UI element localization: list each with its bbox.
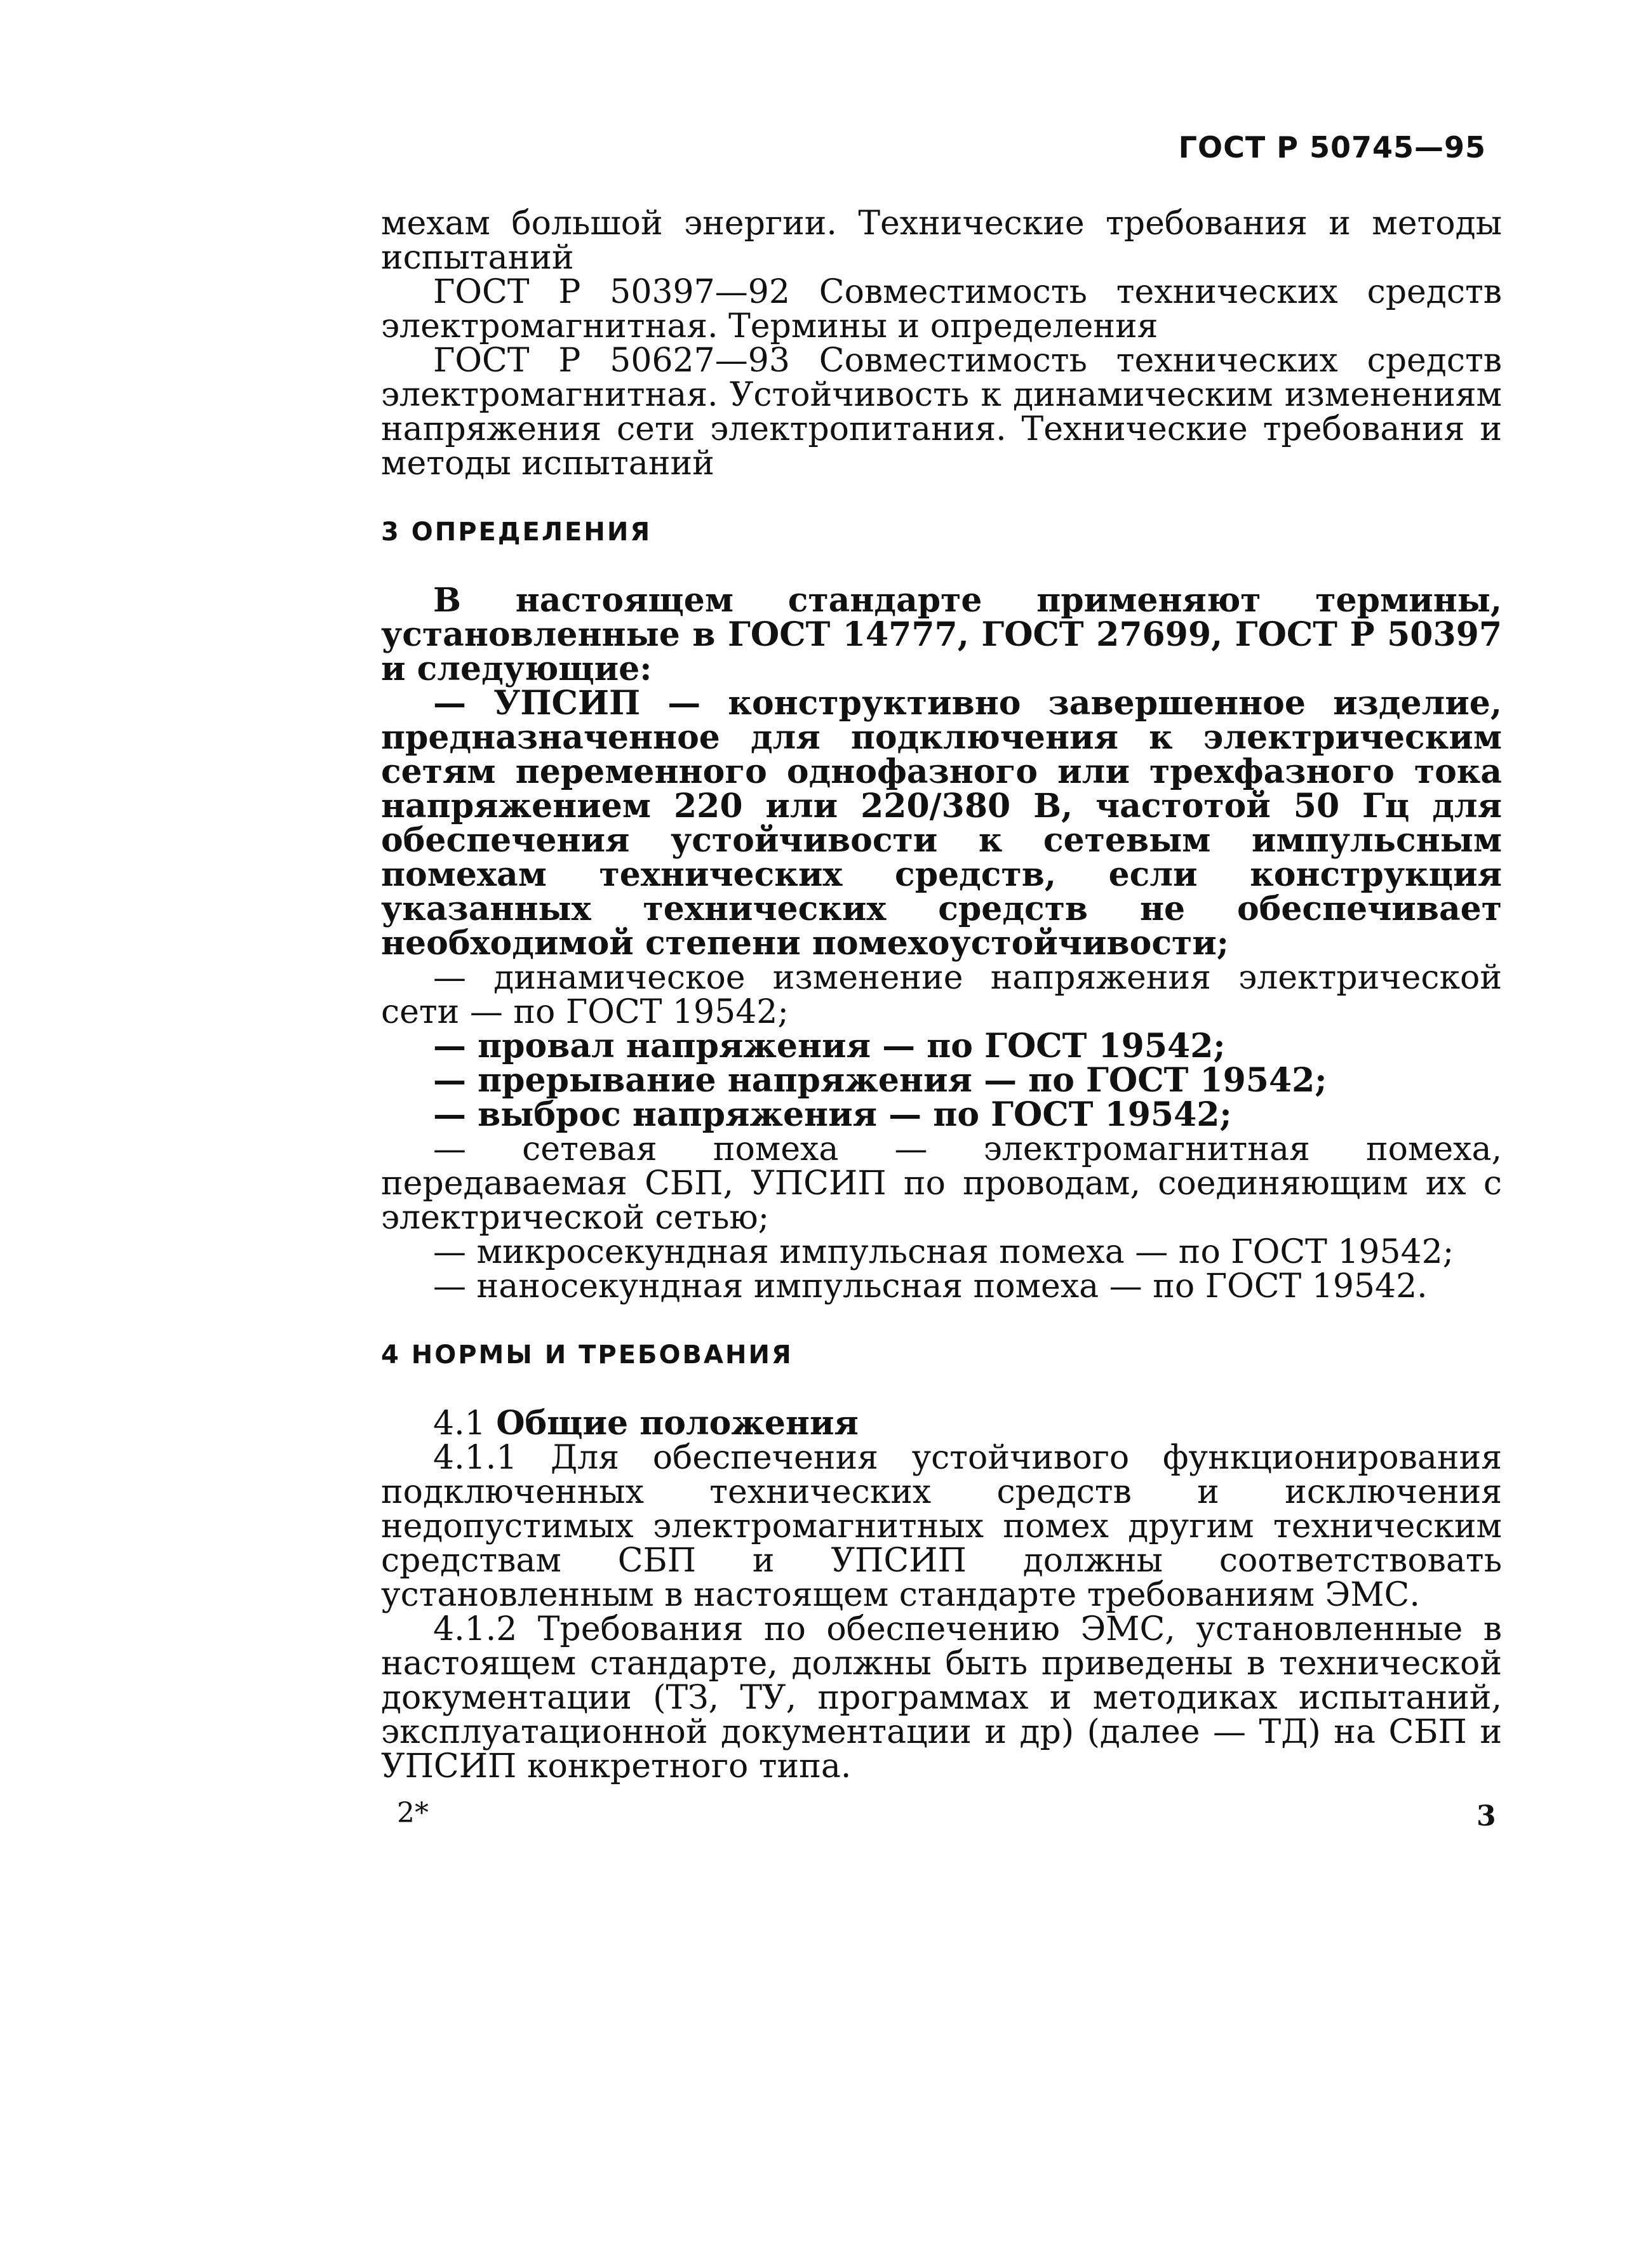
paragraph-continued: мехам большой энергии. Технические требования и методы испытаний (381, 204, 1502, 277)
subsection-title: Общие положения (496, 1404, 859, 1443)
doc-code-header: ГОСТ Р 50745—95 (1178, 130, 1486, 164)
clause-4-1-2: 4.1.2 Требования по обеспечению ЭМС, установленные в настоящем стандарте, должны быть приведены в технической документации (ТЗ, ТУ, программах и методиках испытаний, эксплуатационной документации и др) (далее — ТД) на СБП и УПСИП конкретного типа. (381, 1610, 1502, 1785)
definition-item: — наносекундная импульсная помеха — по ГОСТ 19542. (433, 1267, 1428, 1305)
page-content (381, 206, 1502, 1784)
definition-item: — динамическое изменение напряжения электрической сети — по ГОСТ 19542; (381, 959, 1502, 1031)
section-3-title: 3 ОПРЕДЕЛЕНИЯ (381, 517, 652, 547)
page-number: 3 (1477, 1800, 1496, 1832)
section-3-intro: В настоящем стандарте применяют термины, установленные в ГОСТ 14777, ГОСТ 27699, ГОСТ Р 50397 и следующие: (381, 581, 1502, 688)
clause-4-1-1: 4.1.1 Для обеспечения устойчивого функционирования подключенных технических средств и исключения недопустимых электромагнитных помех другим техническим средствам СБП и УПСИП должны соответствовать установленным в настоящем стандарте требованиям ЭМС. (381, 1439, 1502, 1614)
definition-item: — сетевая помеха — электромагнитная помеха, передаваемая СБП, УПСИП по проводам, соединяющим их с электрической сетью; (381, 1130, 1502, 1237)
definition-item: — провал напряжения — по ГОСТ 19542; (433, 1027, 1226, 1065)
definition-item: — прерывание напряжения — по ГОСТ 19542; (433, 1061, 1327, 1100)
section-4-title: 4 НОРМЫ И ТРЕБОВАНИЯ (381, 1340, 793, 1370)
subsection-number: 4.1 (433, 1404, 486, 1443)
reference-gost-50397: ГОСТ Р 50397—92 Совместимость технических средств электромагнитная. Термины и определения (381, 273, 1502, 345)
definition-item: — УПСИП — конструктивно завершенное изделие, предназначенное для подключения к электрическим сетям переменного однофазного или трехфазного тока напряжением 220 или 220/380 В, частотой 50 Гц для обеспечения устойчивости к сетевым импульсным помехам технических средств, если конструкция указанных технических средств не обеспечивает необходимой степени помехоустойчивости; (381, 684, 1502, 963)
signature-mark: 2* (397, 1797, 429, 1829)
reference-gost-50627: ГОСТ Р 50627—93 Совместимость технических средств электромагнитная. Устойчивость к динамическим изменениям напряжения сети электропитания. Технические требования и методы испытаний (381, 342, 1502, 483)
subsection-4-1-heading (381, 1406, 1502, 1441)
definition-item: — выброс напряжения — по ГОСТ 19542; (433, 1095, 1232, 1134)
definition-item: — микросекундная импульсная помеха — по ГОСТ 19542; (433, 1233, 1454, 1271)
